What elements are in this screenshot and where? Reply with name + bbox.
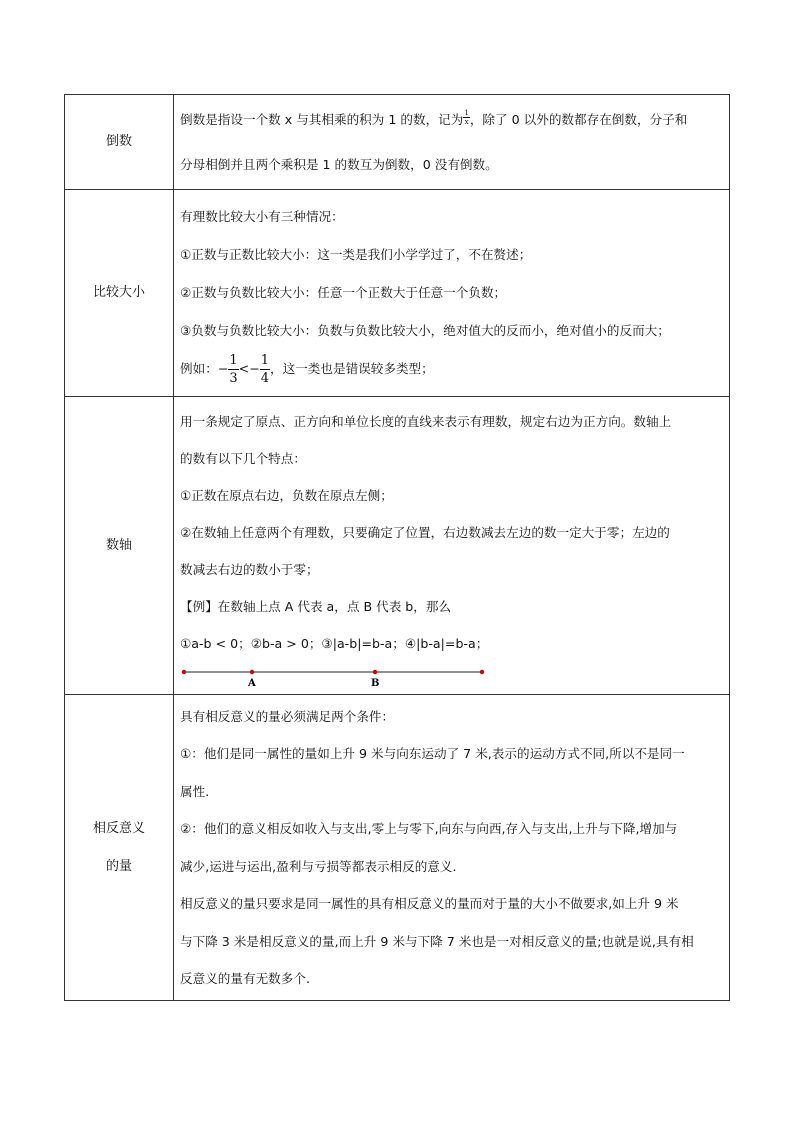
text-line: ①正数与正数比较大小：这一类是我们小学学过了，不在赘述； xyxy=(180,247,532,262)
text-line: 【例】在数轴上点 A 代表 a，点 B 代表 b，那么 xyxy=(180,599,452,614)
fraction-numerator: 1 xyxy=(464,109,469,117)
row-content-compare xyxy=(174,190,730,397)
text-segment: 倒数是指设一个数 x 与其相乘的积为 1 的数，记为 xyxy=(180,112,464,127)
text-line: 反意义的量有无数多个. xyxy=(180,971,310,986)
text-segment: 例如： xyxy=(180,361,218,376)
fraction-one-fourth xyxy=(260,352,270,387)
row-content-number-line xyxy=(174,397,730,695)
point-a-marker xyxy=(250,670,254,674)
fraction-numerator: 1 xyxy=(260,353,270,368)
text-line: 相反意义的量只要求是同一属性的具有相反意义的量而对于量的大小不做要求,如上升 9 米 xyxy=(180,896,679,911)
point-a-label: A xyxy=(248,678,256,688)
number-line-right-end xyxy=(480,670,484,674)
row-label-reciprocal: 倒数 xyxy=(65,95,174,190)
table-row-reciprocal xyxy=(65,95,730,190)
text-line: ②：他们的意义相反如收入与支出,零上与零下,向东与向西,存入与支出,上升与下降,增加与 xyxy=(180,821,678,836)
row-content-reciprocal xyxy=(174,95,730,190)
text-line: ②正数与负数比较大小：任意一个正数大于任意一个负数； xyxy=(180,285,507,300)
table-row-compare xyxy=(65,190,730,397)
text-line: ②在数轴上任意两个有理数，只要确定了位置，右边数减去左边的数一定大于零；左边的 xyxy=(180,525,670,540)
example-line xyxy=(180,350,723,388)
row-label-number-line: 数轴 xyxy=(65,397,174,695)
text-line: 与下降 3 米是相反意义的量,而上升 9 米与下降 7 米也是一对相反意义的量;也就是说,具有相 xyxy=(180,933,694,949)
less-than-minus: <− xyxy=(238,361,260,376)
text-line: ③负数与负数比较大小：负数与负数比较大小，绝对值大的反而小，绝对值小的反而大； xyxy=(180,323,670,338)
text-line: 具有相反意义的量必须满足两个条件： xyxy=(180,708,395,724)
text-line xyxy=(180,97,723,142)
table-row-number-line xyxy=(65,397,730,695)
row-label-compare: 比较大小 xyxy=(65,190,174,397)
text-line: 数减去右边的数小于零； xyxy=(180,562,319,577)
number-line-left-end xyxy=(182,670,186,674)
point-b-marker xyxy=(373,670,377,674)
fraction-denominator: x xyxy=(464,118,469,126)
text-line: 用一条规定了原点、正方向和单位长度的直线来表示有理数，规定右边为正方向。数轴上 xyxy=(180,414,672,429)
knowledge-table xyxy=(64,94,730,1001)
label-line: 相反意义 xyxy=(92,820,145,836)
label-line: 的量 xyxy=(105,858,132,874)
text-line: ①：他们是同一属性的量如上升 9 米与向东运动了 7 米,表示的运动方式不同,所以不是同一 xyxy=(180,746,685,761)
text-line: 的数有以下几个特点： xyxy=(180,451,306,466)
fraction-denominator: 4 xyxy=(260,371,270,386)
fraction-one-third xyxy=(228,352,238,387)
number-line-diagram xyxy=(180,666,490,688)
text-line: ①正数在原点右边，负数在原点左侧； xyxy=(180,488,393,503)
text-line: 属性. xyxy=(180,783,210,799)
text-line: 有理数比较大小有三种情况： xyxy=(180,209,344,224)
fraction-numerator: 1 xyxy=(229,353,238,368)
fraction-one-over-x xyxy=(463,109,469,126)
table-row-opposite-quantities xyxy=(65,695,730,1001)
text-segment: ，这一类也是错误较多类型； xyxy=(270,361,434,376)
minus-sign: − xyxy=(217,361,229,376)
text-segment: ，除了 0 以外的数都存在倒数，分子和 xyxy=(469,112,688,127)
text-line: 减少,运进与运出,盈利与亏损等都表示相反的意义. xyxy=(180,858,457,874)
text-line: ①a-b < 0；②b-a > 0；③|a-b|=b-a；④|b-a|=b-a； xyxy=(180,636,489,651)
point-b-label: B xyxy=(371,678,380,688)
fraction-denominator: 3 xyxy=(229,371,238,386)
text-line: 分母相倒并且两个乘积是 1 的数互为倒数，0 没有倒数。 xyxy=(180,157,498,172)
row-content-opposite-quantities xyxy=(174,695,730,1001)
row-label-opposite-quantities xyxy=(65,695,174,1001)
